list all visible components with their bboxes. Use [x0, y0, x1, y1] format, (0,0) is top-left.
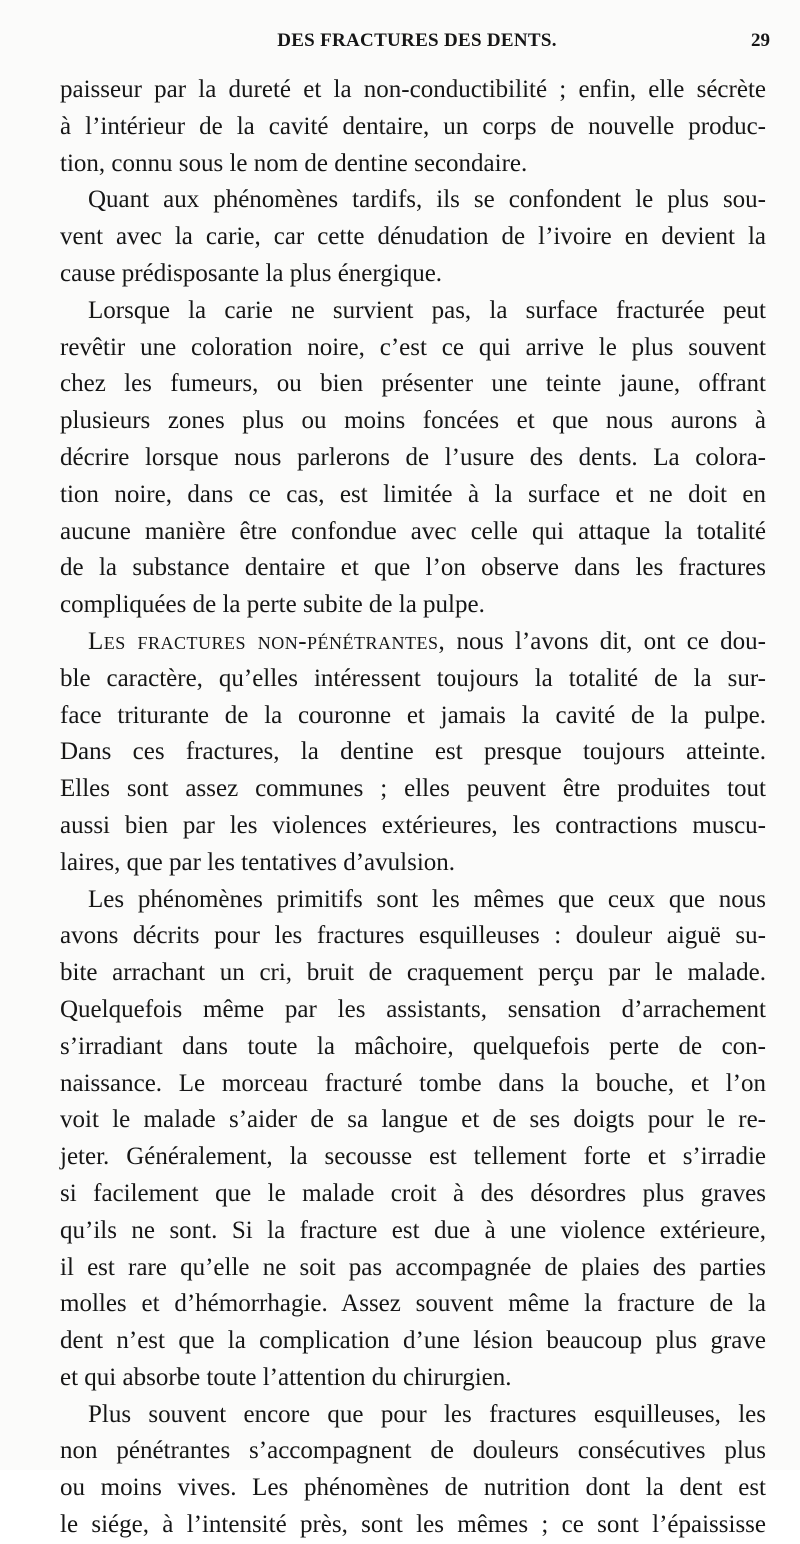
- text-line: avons décrits pour les fractures esquilleuses : douleur aiguë su-: [60, 922, 766, 950]
- text-line: molles et d’hémorrhagie. Assez souvent même la fracture de la: [60, 1290, 766, 1318]
- text-line: voit le malade s’aider de sa langue et de ses doigts pour le re-: [60, 1106, 766, 1134]
- text-line: chez les fumeurs, ou bien présenter une teinte jaune, offrant: [60, 370, 766, 398]
- text-line: Quant aux phénomènes tardifs, ils se confondent le plus sou-: [88, 186, 766, 214]
- text-line: naissance. Le morceau fracturé tombe dans la bouche, et l’on: [60, 1069, 766, 1097]
- text-line-rest: nous l’avons dit, ont ce dou-: [456, 627, 766, 655]
- text-line: à l’intérieur de la cavité dentaire, un corps de nouvelle produc-: [60, 112, 766, 140]
- text-line: jeter. Généralement, la secousse est tellement forte et s’irradie: [60, 1143, 766, 1171]
- text-line: il est rare qu’elle ne soit pas accompagnée de plaies des parties: [60, 1253, 766, 1281]
- text-line: non pénétrantes s’accompagnent de douleurs consécutives plus: [60, 1437, 766, 1465]
- text-line: dent n’est que la complication d’une lésion beaucoup plus grave: [60, 1327, 766, 1355]
- text-line: s’irradiant dans toute la mâchoire, quelquefois perte de con-: [60, 1032, 766, 1060]
- text-line: décrire lorsque nous parlerons de l’usure des dents. La colora-: [60, 443, 766, 471]
- text-line: Quelquefois même par les assistants, sensation d’arrachement: [60, 995, 766, 1023]
- text-line: vent avec la carie, car cette dénudation de l’ivoire en devient la: [60, 223, 766, 251]
- text-line: plusieurs zones plus ou moins foncées et que nous aurons à: [60, 407, 766, 435]
- section-heading: Les fractures non-pénétrantes,: [88, 627, 446, 655]
- text-line: et qui absorbe toute l’attention du chirurgien.: [60, 1363, 512, 1391]
- text-line: si facilement que le malade croit à des désordres plus graves: [60, 1179, 766, 1207]
- page-number: 29: [751, 30, 770, 51]
- text-line: Elles sont assez communes ; elles peuvent être produites tout: [60, 775, 766, 803]
- text-line: aucune manière être confondue avec celle qui attaque la totalité: [60, 517, 766, 545]
- text-line: paisseur par la dureté et la non-conductibilité ; enfin, elle sécrète: [60, 76, 766, 103]
- text-line: ou moins vives. Les phénomènes de nutrition dont la dent est: [60, 1474, 766, 1502]
- text-line: face triturante de la couronne et jamais la cavité de la pulpe.: [60, 701, 766, 729]
- text-line: laires, que par les tentatives d’avulsion.: [60, 848, 456, 876]
- text-line: bite arrachant un cri, bruit de craquement perçu par le malade.: [60, 959, 766, 987]
- text-line: Plus souvent encore que pour les fractures esquilleuses, les: [88, 1400, 766, 1428]
- text-line: qu’ils ne sont. Si la fracture est due à une violence extérieure,: [60, 1216, 766, 1244]
- body-text: [60, 72, 766, 1544]
- text-line: aussi bien par les violences extérieures, les contractions muscu-: [60, 811, 766, 839]
- running-title: DES FRACTURES DES DENTS.: [277, 30, 557, 51]
- text-line: tion, connu sous le nom de dentine secondaire.: [60, 149, 528, 177]
- text-line: Lorsque la carie ne survient pas, la surface fracturée peut: [88, 296, 766, 324]
- text-line: cause prédisposante la plus énergique.: [60, 259, 443, 287]
- text-line-with-heading: [60, 624, 766, 661]
- page-header: [64, 30, 770, 60]
- text-line: compliquées de la perte subite de la pulpe.: [60, 591, 485, 619]
- text-line: Dans ces fractures, la dentine est presque toujours atteinte.: [60, 738, 766, 766]
- text-line: de la substance dentaire et que l’on observe dans les fractures: [60, 554, 766, 582]
- text-line: revêtir une coloration noire, c’est ce qui arrive le plus souvent: [60, 333, 766, 361]
- text-line: tion noire, dans ce cas, est limitée à la surface et ne doit en: [60, 480, 766, 508]
- text-line: Les phénomènes primitifs sont les mêmes que ceux que nous: [88, 885, 766, 913]
- text-line: le siége, à l’intensité près, sont les mêmes ; ce sont l’épaississe: [60, 1511, 766, 1539]
- text-line: ble caractère, qu’elles intéressent toujours la totalité de la sur-: [60, 664, 766, 692]
